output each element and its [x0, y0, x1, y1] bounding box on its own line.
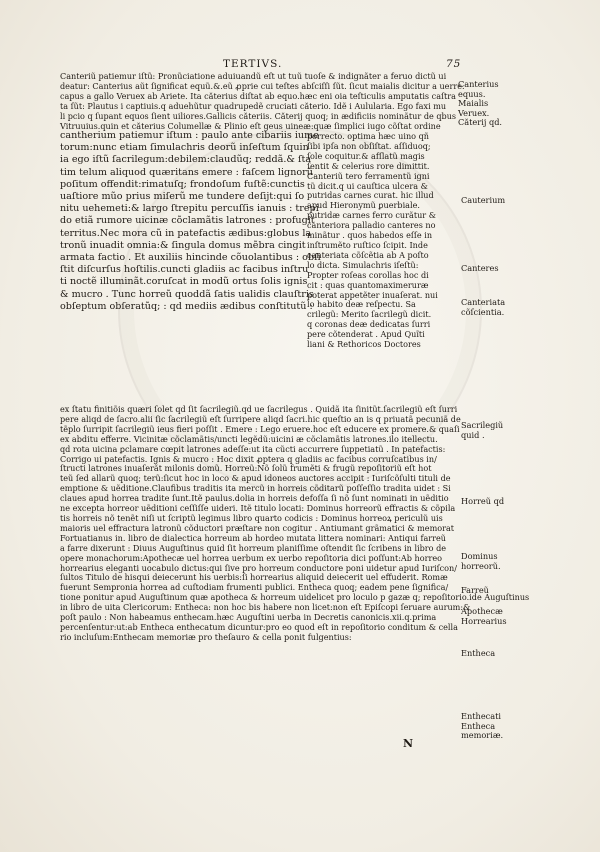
text-line: Cauterium — [461, 195, 506, 205]
text-line: inſtrumẽto ruſtico ſcipit. Inde — [307, 239, 428, 250]
text-line: teũ ſed allarũ quoq; terũ:ſicut hoc in loco & apud idoneos auctores accipit : Iuriſcõſulti tituli de — [60, 473, 451, 484]
text-line: Farreũ — [461, 585, 489, 595]
text-line: Sacrilegiũ — [461, 420, 504, 430]
margin-note — [461, 586, 489, 596]
text-line: tim telum aliquod quæritans emere : faſcem lignorũ — [60, 166, 313, 178]
text-line: ſole coquitur.& afſlatũ magis — [307, 150, 425, 161]
text-line: armata factio . Et auxiliis hincinde cõuolantibus : obſi — [60, 252, 321, 264]
margin-note — [461, 552, 501, 571]
text-line: Maialis — [458, 98, 489, 109]
text-line: pere cõtenderat . Apud Quĩti — [307, 329, 425, 340]
margin-note — [461, 421, 503, 440]
running-head: TERTIVS. — [223, 58, 283, 70]
margin-note — [461, 196, 505, 206]
text-line: horrearius eleganti uocabulo dictus:qui ſive pro horreum conductore poni uidetur apud Iuriſcon/ — [60, 562, 457, 573]
text-line: Entheca — [461, 720, 496, 731]
text-line: tione ponitur apud Auguſtinum quæ apotheca & horreum uidelicet pro loculo p gazæ q; repoſitorio.ide Auguſtinus — [60, 592, 530, 603]
text-line: quid . — [461, 429, 485, 440]
commentary-bottom-block — [60, 405, 529, 643]
text-line: putridas carnes curat. hic illud — [307, 190, 434, 201]
text-line: poterat appetẽter inuaſerat. nui — [307, 289, 438, 300]
text-line: Propter roſeas corollas hoc di — [307, 269, 429, 280]
text-line: percenſentur:ut:ab Entheca enthecatum dicuntur:pro eo quod eſt in repoſitorio conditum & cella — [60, 621, 458, 632]
text-line: Entheca — [461, 648, 496, 658]
text-line: Canteriũ tero ferramentũ igni — [307, 170, 430, 181]
text-line: rio incluſum:Enthecam memoriæ pro theſauro & cella ponit fulgentius: — [60, 631, 352, 642]
text-line: ne excepta horreor uẽditioni ceſſiſſe uideri. Itẽ titulo locati: Dominus horreorũ effractis & cõpila — [60, 503, 456, 514]
text-line: cit : quas quantomaximeruræ — [307, 279, 429, 290]
text-line: obſeptum obſeratũq; : qd mediis ædibus conſtitutũ : — [60, 300, 313, 312]
text-line: cõſcientia. — [461, 306, 505, 317]
commentary-side-column — [307, 132, 438, 350]
text-line: uaſtiore mũo prius miſerũ me tundere deſijt:qui ſo — [60, 191, 305, 203]
text-line: fuerunt Sempronia horrea ad cuſtodiam frumenti publici. Entheca quoq; eadem pene ſignifica/ — [60, 582, 449, 593]
text-line: ſtructi latrones inuaſerãt milonis domũ. Horreũ:Nõ ſolũ frumẽti & frugũ repoſitoriũ eſt hot — [60, 463, 432, 474]
text-line: poſitum offendit:rimatuſq; frondoſum fuſtẽ:cunctis — [60, 178, 305, 190]
text-line: tẽplo ſurripit ſacrilegiũ ieus fieri poſſit . Emere : Lego eruere.hoc eſt educere ex promere.& quaſi — [60, 423, 460, 434]
text-line: crilegũ: Merito ſacrilegũ dicit. — [307, 309, 432, 320]
text-line: tronũ inuadit omnia:& ſingula domus mẽbra cingit — [60, 239, 306, 251]
text-line: equus. — [458, 88, 486, 99]
text-line: Dominus — [461, 551, 498, 561]
text-line: maioris uel effractura latronũ cõductori præſtare non cogitur . Antiumant grãmatici & memorat — [60, 522, 455, 533]
text-line: liani & Rethoricos Doctores — [307, 339, 421, 350]
text-line: ſtit diſcurſus hoſtilis.cuncti gladiis ac facibus inſtru — [60, 264, 309, 276]
margin-note — [461, 712, 503, 741]
text-line: emptione & uẽditione.Claufibus traditis ita mercũ in horreis cõditarũ poſſeſſio tradita uidet : Si — [60, 483, 451, 494]
text-line: tũ dicit.q ui cauſtica ulcera & — [307, 180, 428, 191]
text-line: Corrigo ui patefactis. Ignis & mucro : Hoc dixit ꝓptera q gladiis ac facibus corruſcatibus in/ — [60, 453, 437, 464]
text-line: & mucro . Tunc horreũ quoddã ſatis ualidis clauſtris — [60, 288, 314, 300]
margin-note — [461, 607, 507, 626]
text-line: nitu uehemeti:& largo ſtrepitu percuſſis ianuis : trepi — [60, 203, 319, 215]
text-line: Enthecati — [461, 711, 502, 721]
text-line: apud Hieronymũ ꝑuerbiale. — [307, 200, 420, 211]
text-line: lo habito deæ reſpectu. Sa — [307, 299, 416, 310]
text-line: horreorũ. — [461, 560, 501, 571]
margin-note — [461, 298, 505, 317]
commentary-top-block — [60, 72, 465, 131]
text-line: do etiã rumore uicinæ cõclamãtis latrones : profugit — [60, 215, 315, 227]
text-line: opere monachorum:Apothecæ uel horrea uerbum ex uerbo repoſitoria dici poſſunt:Ab horreo — [60, 552, 443, 563]
text-line: memoriæ. — [461, 730, 504, 741]
margin-note — [461, 264, 499, 274]
text-line: ex ſtatu finitiõis quæri ſolet qd ſit ſacrilegiũ.qd ue ſacrilegus . Quidã ita ſinitũt.ſacrilegiũ eſt ſurri — [60, 404, 458, 414]
text-line: a farre dixerunt : Diuus Auguſtinus quid ſit horreum planiſſime oſtendit ſic ſcribens in libro de — [60, 542, 447, 553]
text-line: ſultos Titulo de hisqui deiecerunt his uerbis:ſi horrearius aliquid deiecerit uel effuderit. Romæ — [60, 572, 448, 583]
text-line: Canteriata — [461, 297, 506, 307]
text-line: poſt paulo : Non habeamus enthecam.hæc Auguſtini uerba in Decretis canonicis.xii.q.prima — [60, 612, 437, 623]
text-line: li pcio q ſupant equos ſient uiliores.Gallicis căteriis. Căterij quoq; in ædificiis nominãtur de qbus — [60, 110, 457, 121]
text-line: territus.Nec mora cũ in patefactis ædibus:globus la — [60, 227, 312, 239]
text-line: Vitruuius.quin et căterius Columellæ & Plinio eſt geus uineæ:quæ ſimplici iugo cõſtat ordine — [60, 120, 441, 131]
text-line: Horrearius — [461, 615, 507, 626]
text-line: putridæ carnes ferro curãtur & — [307, 210, 436, 221]
text-line: torum:nunc etiam ſimulachris deorũ inſeſtum ſquin — [60, 142, 309, 154]
text-line: Fortuatianus in. libro de dialectica horreum ab hordeo mutata littera nominari: Antiqui farreũ — [60, 532, 447, 543]
text-line: capus a gallo Veruex ab Ariete. Ita căterius diſtat ab equo.hæc eni oia teſticulis amputatis caſtra — [60, 90, 456, 101]
text-line: qd rota uicina ꝑclamare cœpit latrones adeſſe:ut ita cũcti accurrere ſuppetiatũ . In patefactis: — [60, 443, 446, 454]
text-line: deatur: Canterius aũt ſignificat equũ.&.eũ ꝓprie cui teſtes abſciſſi ſũt. ſicut maialis dicitur a uerre. — [60, 80, 465, 91]
text-line: Horreũ qd — [461, 496, 505, 506]
text-line: claues apud horrea tradite ſunt.Itẽ paulus.dolia in horreis defoſſa ſi nõ ſunt nominati in uẽditio — [60, 493, 449, 504]
margin-note — [461, 649, 495, 659]
margin-note — [458, 80, 502, 128]
text-line: q coronas deæ dedicatas ſurri — [307, 319, 431, 330]
text-line: Canterius — [458, 79, 499, 89]
text-line: canteriora palladio canteres no — [307, 220, 436, 231]
text-line: ti noctẽ illuminãt.coruſcat in modũ ortus ſolis ignis — [60, 276, 308, 288]
text-line: ta ſũt: Plautus i captiuis.q aduehũtur quadrupedẽ cruciati căterio. Idẽ i Aulularia. Ego faxi mu — [60, 100, 447, 111]
main-text-block — [60, 130, 321, 313]
text-line: porrecto. optima hæc uino qñ — [307, 131, 429, 141]
text-line: in libro de uita Clericorum: Entheca: non hoc bis habere non licet:non eſt Epiſcopi ſeruare aurum:& — [60, 602, 471, 613]
text-line: Canteriũ patiemur iſtũ: Pronũciatione aduiuandũ eſt ut tuũ tuoſe & indignãter a feruo dictũ ui — [60, 71, 447, 81]
text-line: ex abditu efferre. Vicinitæ cõclamãtis/uncti legẽdũ:uicini æ cõclamãtis latrones.ilo itellectu. — [60, 433, 438, 444]
text-line: canteriata cõſcẽtia ab A poſto — [307, 249, 429, 260]
text-line: Căterij qd. — [458, 117, 503, 128]
signature-mark: N — [403, 737, 414, 750]
text-line: minãtur . quos habedos eſſe in — [307, 230, 433, 241]
text-line: Apothecæ — [461, 606, 503, 616]
text-line: Canteres — [461, 263, 499, 273]
text-line: ſentit & celerius rore dimittit. — [307, 160, 430, 171]
margin-note — [461, 497, 504, 507]
text-line: lo dicta. Simulachris iſeſtũ: — [307, 259, 419, 270]
text-line: pere aliqd de ſacro.alii ſic ſacrilegiũ eſt ſurripere aliqd ſacri.hic queſtio an is q priuatã pecuniã de — [60, 413, 461, 424]
text-line: Veruex. — [458, 107, 490, 118]
text-line: ia ego iſtũ ſacrilegum:debilem:claudũq; reddã.& ſta — [60, 154, 312, 166]
text-line: ſibi ipſa non obſiſtat. aſſiduoq; — [307, 140, 431, 151]
text-line: cantherium patiemur iſtum : paulo ante cibariis iume — [60, 130, 319, 141]
folio-number: 75 — [446, 58, 462, 70]
text-line: tis horreis nõ tenẽt niſi ut ſcriptũ legimus libro quarto codicis : Dominus horreoꝝ periculũ uis — [60, 512, 443, 523]
